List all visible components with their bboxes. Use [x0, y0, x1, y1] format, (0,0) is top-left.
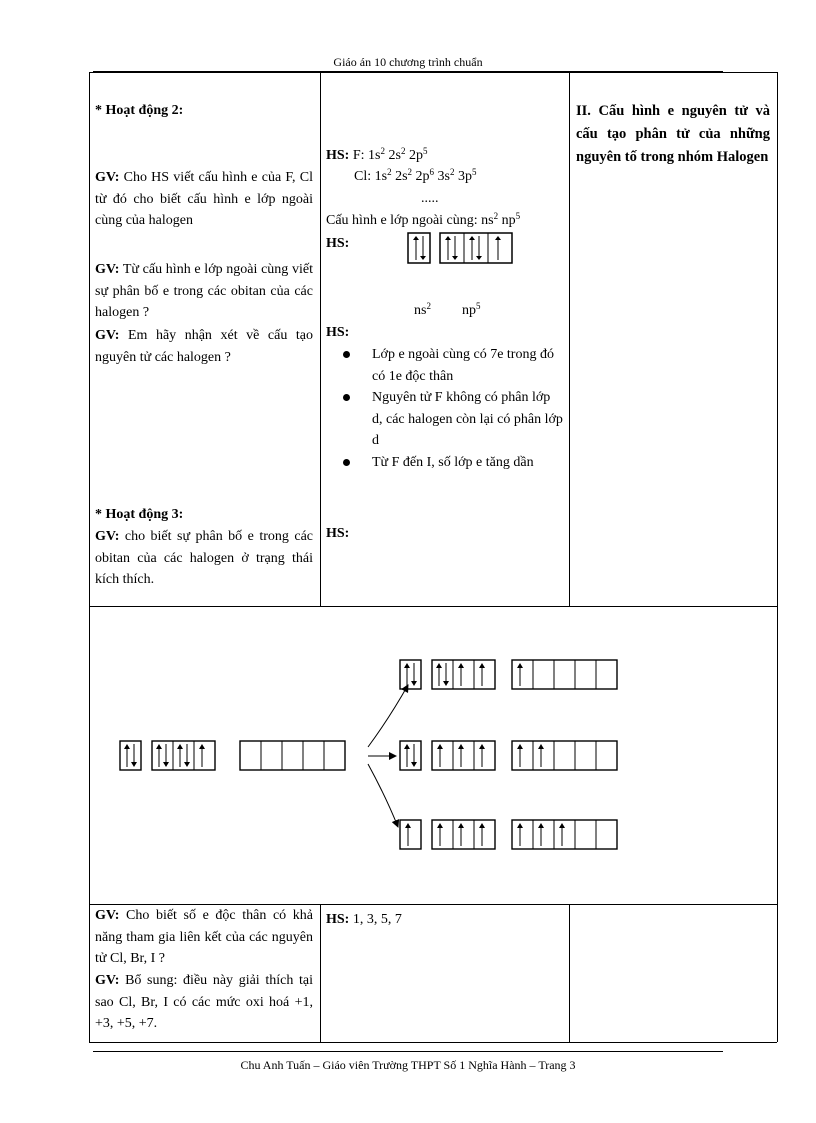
activity-3-heading: * Hoạt động 3: — [95, 507, 184, 522]
s-subshell — [120, 741, 141, 770]
cl-config: $1s^2$ $2s^2$ $2p^6$ $3s^2$ $3p^5$ — [374, 167, 477, 184]
ground-state-config — [120, 741, 345, 770]
hs-answer-line — [326, 909, 402, 931]
f-config: $1s^2$ $2s^2$ $2p^5$ — [368, 146, 428, 163]
page-footer: Chu Anh Tuấn – Giáo viên Trường THPT Số 1 Nghĩa Hành – Trang 3 — [240, 1058, 576, 1072]
np-orbital-box — [440, 233, 512, 263]
column-divider-1b — [320, 904, 321, 1042]
orbital-ns-label: $ns^2$ — [414, 301, 431, 318]
hs-label: HS: — [326, 912, 350, 927]
gv-question-3 — [95, 325, 313, 368]
arrow-to-excited-1 — [368, 685, 408, 747]
s-subshell — [400, 820, 421, 849]
list-item: Lớp e ngoài cùng có 7e trong đó có 1e độc thân — [326, 344, 564, 387]
column-divider-1 — [320, 72, 321, 606]
observation-list — [326, 344, 564, 473]
gv-question-1 — [95, 167, 313, 232]
column-divider-2 — [569, 72, 570, 606]
hs-label-4: HS: — [326, 526, 350, 541]
ellipsis-dots: ..... — [421, 191, 439, 206]
s-subshell — [400, 741, 421, 770]
hs-f-config — [326, 145, 566, 167]
gv-question-6 — [95, 970, 313, 1035]
table-right-border — [777, 72, 778, 1042]
footer-rule — [93, 1051, 723, 1052]
f-label: F: — [352, 148, 365, 163]
arrow-to-excited-3 — [368, 764, 398, 827]
hs-answer: 1, 3, 5, 7 — [352, 912, 402, 927]
np-electrons — [445, 236, 501, 260]
excited-state-diagram — [90, 607, 776, 903]
p-subshell — [152, 741, 215, 770]
cl-config-line — [354, 166, 566, 188]
cl-label: Cl: — [354, 169, 372, 184]
s-subshell — [400, 660, 421, 689]
ns-orbital-box — [408, 233, 430, 263]
d-subshell — [512, 741, 617, 770]
d-subshell — [512, 660, 617, 689]
gv-label: GV: — [95, 529, 120, 544]
gv-label: GV: — [95, 262, 120, 277]
list-item: Từ F đến I, số lớp e tăng dần — [326, 452, 564, 474]
gv-label: GV: — [95, 328, 120, 343]
table-bottom-border — [89, 1042, 777, 1043]
outer-orbital-diagram — [400, 230, 520, 270]
p-subshell — [432, 741, 495, 770]
excited-state-configs — [400, 660, 617, 849]
hs-label-2: HS: — [326, 236, 350, 251]
gv-question-4-text: cho biết sự phân bố e trong các obitan của các halogen ở trạng thái kích thích. — [95, 529, 313, 587]
gv-question-5-text: Cho biết số e độc thân có khả năng tham gia liên kết của các nguyên tử Cl, Br, I ? — [95, 908, 313, 966]
gv-question-3-text: Em hãy nhận xét về cấu tạo nguyên tử các halogen ? — [95, 328, 314, 365]
gv-question-6-text: Bổ sung: điều này giải thích tại sao Cl, Br, I có các mức oxi hoá +1, +3, +5, +7. — [95, 973, 313, 1031]
hs-label-3: HS: — [326, 325, 350, 340]
gv-question-2 — [95, 259, 313, 324]
section-title: II. Cấu hình e nguyên tử và cấu tạo phân tử của những nguyên tố trong nhóm Halogen — [576, 103, 770, 165]
gv-label: GV: — [95, 170, 120, 185]
p-subshell — [432, 660, 495, 689]
gv-question-5 — [95, 905, 313, 970]
gv-label: GV: — [95, 908, 120, 923]
d-subshell — [512, 820, 617, 849]
gv-question-4 — [95, 526, 313, 591]
orbital-np-label: $np^5$ — [462, 301, 481, 318]
p-subshell — [432, 820, 495, 849]
d-subshell — [240, 741, 345, 770]
list-item: Nguyên tử F không có phân lớp d, các halogen còn lại có phân lớp d — [326, 387, 564, 452]
hs-label: HS: — [326, 148, 350, 163]
column-divider-2b — [569, 904, 570, 1042]
page-header: Giáo án 10 chương trình chuẩn — [333, 55, 483, 69]
table-top-border — [89, 72, 777, 73]
activity-2-heading: * Hoạt động 2: — [95, 103, 184, 118]
gv-question-2-text: Từ cấu hình e lớp ngoài cùng viết sự phân bố e trong các obitan của các halogen ? — [95, 262, 313, 320]
gv-label: GV: — [95, 973, 120, 988]
gv-question-1-text: Cho HS viết cấu hình e của F, Cl từ đó cho biết cấu hình e lớp ngoài cùng của halogen — [95, 170, 313, 228]
outer-config-line: Cấu hình e lớp ngoài cùng: $ns^2$ $np^5$ — [326, 211, 521, 228]
ns-electron-pair — [413, 236, 426, 260]
